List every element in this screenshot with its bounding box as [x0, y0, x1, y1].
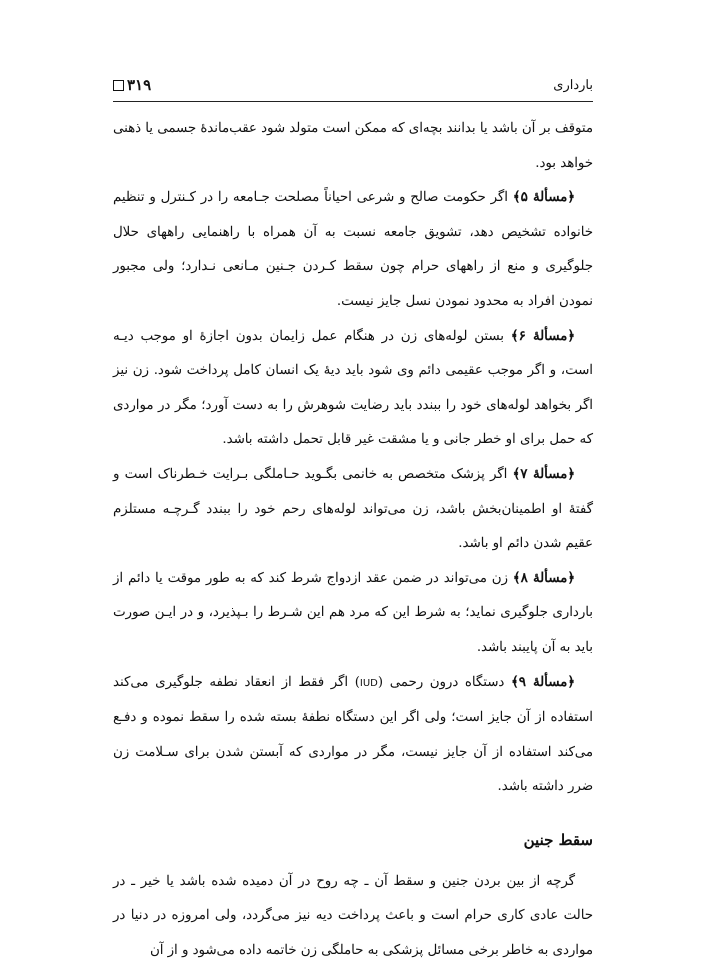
- issue-9-label: ﴿مسألهٔ ۹﴾: [510, 674, 575, 690]
- issue-9-text-b: ) اگر فقط از انعقاد نطفه جلوگیری می‌کند استفاده از آن جایز است؛ ولی اگر این دستگاه نطفهٔ بسته شده را سقط نموده و دفـع می‌کند استفاده از آن جایز نیست، مگر در مواردی که آبستن شدن برای سـلامت زن ضرر داشته باشد.: [113, 674, 593, 795]
- issue-7-label: ﴿مسألهٔ ۷﴾: [512, 466, 575, 482]
- issue-7-text: اگر پزشک متخصص به خانمی بگـوید حـاملگی بـرایت خـطرناک است و گفتهٔ او اطمینان‌بخش باشد، زن می‌تواند لوله‌های رحم خود را ببندد گـرچـه مستلزم عقیم شدن دائم او باشد.: [113, 466, 593, 552]
- header-rule: [113, 101, 593, 102]
- issue-6: [113, 320, 593, 458]
- issue-8-text: زن می‌تواند در ضمن عقد ازدواج شرط کند که به طور موقت یا دائم از بارداری جلوگیری نماید؛ به شرط این که مرد هم این شـرط را بـپذیرد، و در ایـن صورت باید به آن پایبند باشد.: [113, 570, 593, 655]
- body-text: [113, 112, 593, 969]
- iud-term: IUD: [359, 677, 378, 689]
- page-header: [113, 74, 593, 100]
- square-ornament-icon: [113, 80, 124, 91]
- issue-9-text-a: دستگاه درون رحمی (: [377, 674, 511, 690]
- issue-5-text: اگر حکومت صالح و شرعی احیاناً مصلحت جـامعه را در کـنترل و تنظیم خانواده تشخیص دهد، تشویق جامعه نسبت به آن همراه با راهنمایی راههای حلال جلوگیری و منع از راههای حرام چون سقط کـردن جـنین مـانعی نـدارد؛ ولی مجبور نمودن افراد به محدود نمودن نسل جایز نیست.: [113, 190, 593, 309]
- issue-6-label: ﴿مسألهٔ ۶﴾: [510, 328, 575, 344]
- page-number: [113, 76, 151, 94]
- issue-7: [113, 458, 593, 562]
- issue-5-label: ﴿مسألهٔ ۵﴾: [512, 190, 575, 206]
- page-number-value: ۳۱۹: [127, 76, 152, 94]
- issue-5: [113, 181, 593, 319]
- issue-9: [113, 666, 593, 805]
- paragraph-continuation: متوقف بر آن باشد یا بدانند بچه‌ای که ممکن است متولد شود عقب‌ماندهٔ جسمی یا ذهنی خواهد بود.: [113, 121, 593, 171]
- running-title: بارداری: [553, 78, 593, 93]
- section-heading: سقط جنین: [523, 830, 593, 849]
- section-paragraph: گرچه از بین بردن جنین و سقط آن ـ چه روح در آن دمیده شده باشد یا خیر ـ در حالت عادی کاری حرام است و باعث پرداخت دیه نیز می‌گردد، ولی امروزه در دنیا در مواردی به خاطر برخی مسائل پزشکی به حاملگی زن خاتمه داده می‌شود و از آن: [113, 873, 593, 959]
- issue-8-label: ﴿مسألهٔ ۸﴾: [512, 570, 575, 586]
- issue-8: [113, 562, 593, 666]
- issue-6-text: بستن لوله‌های زن در هنگام عمل زایمان بدون اجازهٔ او موجب دیـه است، و اگر موجب عقیمی دائم وی شود باید دیهٔ یک انسان کامل پرداخت شود. زن نیز اگر بخواهد لوله‌های خود را ببندد باید رضایت شوهرش را به دست آورد؛ مگر در مواردی که حمل برای او خطر جانی و یا مشقت غیر قابل تحمل داشته باشد.: [113, 328, 593, 448]
